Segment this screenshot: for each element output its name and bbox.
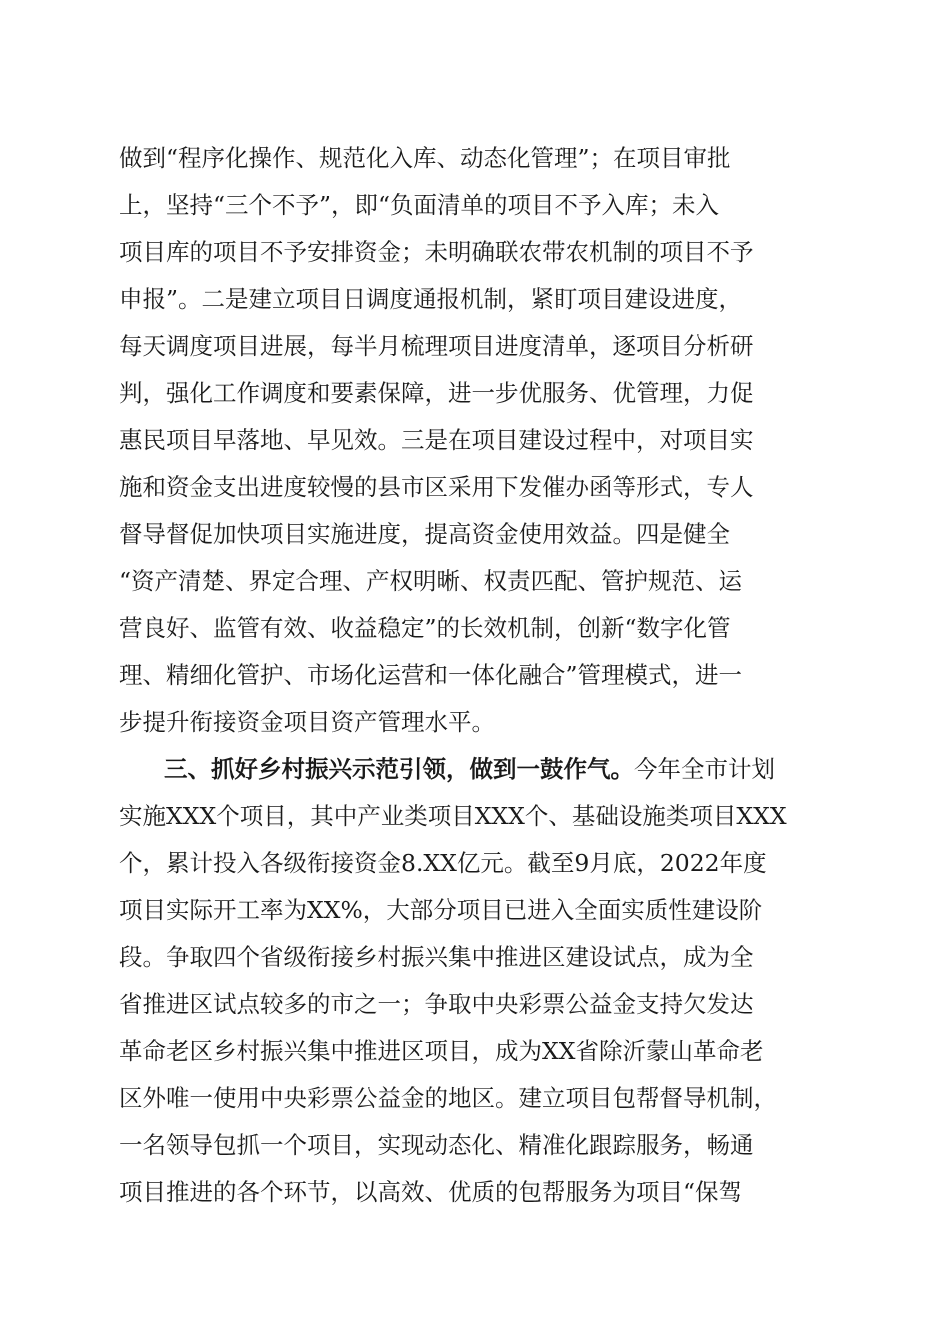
text-run: 今年全市计划	[634, 755, 775, 783]
text-line: 项目库的项目不予安排资金；未明确联农带农机制的项目不予	[119, 238, 754, 266]
text-line: “资产清楚、界定合理、产权明晰、权责匹配、管护规范、运	[119, 567, 743, 595]
text-line: 上，坚持“三个不予”，即“负面清单的项目不予入库；未入	[119, 191, 720, 219]
text-line: 施和资金支出进度较慢的县市区采用下发催办函等形式，专人	[119, 473, 754, 501]
text-line: 申报”。二是建立项目日调度通报机制，紧盯项目建设进度，	[119, 285, 743, 313]
text-line: 步提升衔接资金项目资产管理水平。	[119, 708, 495, 736]
text-line: 营良好、监管有效、收益稳定”的长效机制，创新“数字化管	[119, 614, 731, 642]
text-line: 做到“程序化操作、规范化入库、动态化管理”；在项目审批	[119, 144, 731, 172]
section-heading: 三、抓好乡村振兴示范引领，做到一鼓作气。	[164, 755, 634, 783]
text-line: 个，累计投入各级衔接资金8.XX亿元。截至9月底，2022年度	[119, 849, 767, 877]
text-line: 区外唯一使用中央彩票公益金的地区。建立项目包帮督导机制，	[119, 1084, 777, 1112]
text-line: 项目推进的各个环节，以高效、优质的包帮服务为项目“保驾	[119, 1178, 743, 1206]
text-line: 省推进区试点较多的市之一；争取中央彩票公益金支持欠发达	[119, 990, 754, 1018]
text-line: 一名领导包抓一个项目，实现动态化、精准化跟踪服务，畅通	[119, 1131, 754, 1159]
text-line: 实施XXX个项目，其中产业类项目XXX个、基础设施类项目XXX	[119, 802, 787, 830]
text-line: 段。争取四个省级衔接乡村振兴集中推进区建设试点，成为全	[119, 943, 754, 971]
paragraph-first-line	[164, 749, 831, 789]
text-line: 每天调度项目进展，每半月梳理项目进度清单，逐项目分析研	[119, 332, 754, 360]
text-line: 革命老区乡村振兴集中推进区项目，成为XX省除沂蒙山革命老	[119, 1037, 764, 1065]
text-line: 判，强化工作调度和要素保障，进一步优服务、优管理，力促	[119, 379, 754, 407]
text-line: 督导督促加快项目实施进度，提高资金使用效益。四是健全	[119, 520, 730, 548]
text-line: 惠民项目早落地、早见效。三是在项目建设过程中，对项目实	[119, 426, 754, 454]
text-line: 理、精细化管护、市场化运营和一体化融合”管理模式，进一	[119, 661, 743, 689]
text-line: 项目实际开工率为XX%，大部分项目已进入全面实质性建设阶	[119, 896, 763, 924]
